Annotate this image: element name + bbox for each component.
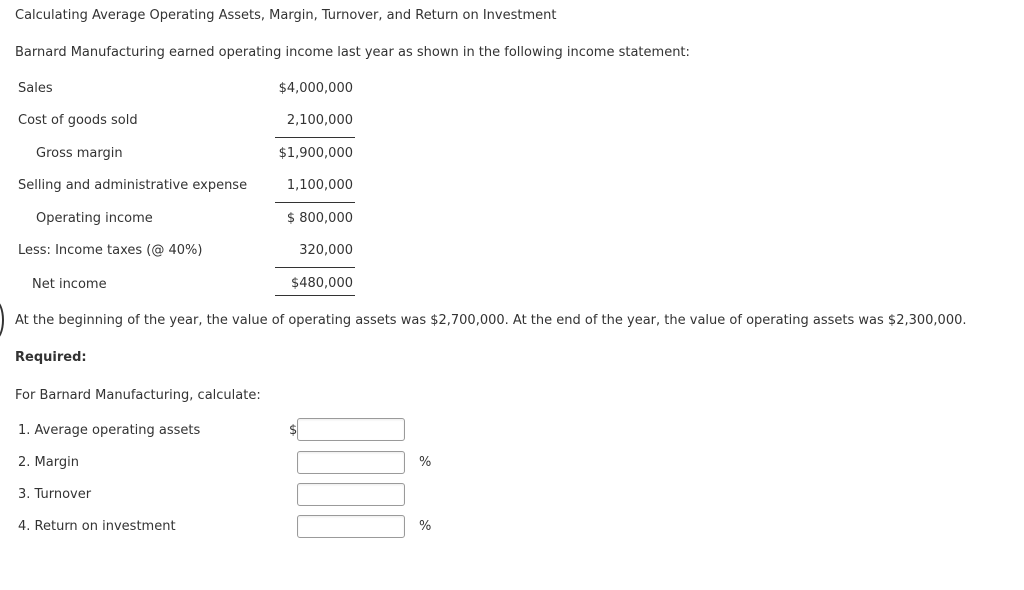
- question-1-label: 1. Average operating assets: [18, 423, 201, 438]
- statement-rule: [275, 137, 355, 138]
- required-heading: Required:: [15, 350, 87, 365]
- taxes-label: Less: Income taxes (@ 40%): [18, 243, 203, 258]
- cogs-label: Cost of goods sold: [18, 113, 138, 128]
- statement-rule: [275, 295, 355, 296]
- gross-margin-value: $1,900,000: [278, 146, 353, 161]
- page-title: Calculating Average Operating Assets, Margin, Turnover, and Return on Investment: [15, 8, 557, 23]
- return-on-investment-input[interactable]: [297, 515, 405, 538]
- sga-value: 1,100,000: [286, 178, 353, 193]
- sales-label: Sales: [18, 81, 53, 96]
- taxes-value: 320,000: [299, 243, 353, 258]
- operating-income-label: Operating income: [36, 211, 153, 226]
- percent-suffix: %: [419, 455, 432, 470]
- problem-intro: Barnard Manufacturing earned operating income last year as shown in the following income statement:: [15, 45, 690, 60]
- sales-value: $4,000,000: [278, 81, 353, 96]
- gross-margin-label: Gross margin: [36, 146, 123, 161]
- operating-assets-text: At the beginning of the year, the value of operating assets was $2,700,000. At the end of the year, the value of operating assets was $2,300,000.: [15, 313, 967, 328]
- sga-label: Selling and administrative expense: [18, 178, 248, 193]
- net-income-value: $480,000: [290, 276, 353, 291]
- question-2-label: 2. Margin: [18, 455, 79, 470]
- currency-prefix: $: [289, 423, 298, 438]
- statement-rule: [275, 202, 355, 203]
- left-edge-marker: [0, 300, 4, 340]
- calculate-prompt: For Barnard Manufacturing, calculate:: [15, 388, 261, 403]
- margin-input[interactable]: [297, 451, 405, 474]
- average-operating-assets-input[interactable]: [297, 418, 405, 441]
- statement-rule: [275, 267, 355, 268]
- question-4-label: 4. Return on investment: [18, 519, 176, 534]
- percent-suffix: %: [419, 519, 432, 534]
- operating-income-value: $ 800,000: [286, 211, 353, 226]
- net-income-label: Net income: [32, 277, 107, 292]
- cogs-value: 2,100,000: [286, 113, 353, 128]
- turnover-input[interactable]: [297, 483, 405, 506]
- question-3-label: 3. Turnover: [18, 487, 92, 502]
